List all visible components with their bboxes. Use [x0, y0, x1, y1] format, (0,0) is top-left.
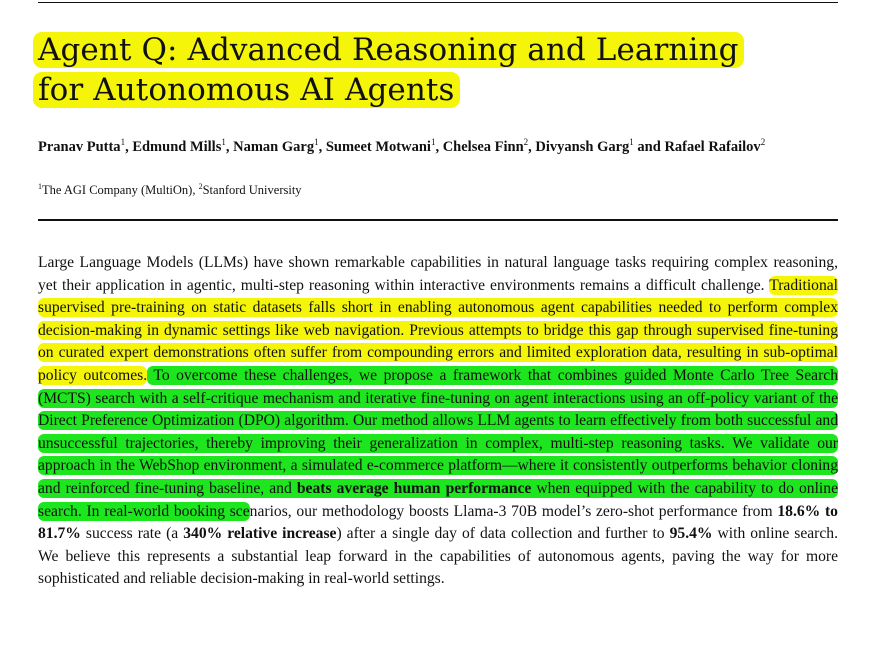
affiliation-mark: 1 [629, 137, 634, 147]
author-separator: , [528, 139, 536, 155]
section-rule [38, 219, 838, 221]
abstract-results-2: success rate (a [80, 525, 184, 543]
author-name: Rafael Rafailov [664, 139, 761, 155]
abstract-conclusion: with online search. We believe this represents a substantial leap forward in the capabilities of autonomous agents, paving the way for more sophisticated and reliable decision-making in real-world settings. [38, 525, 838, 588]
abstract-results: narios, our methodology boosts Llama-3 70B model’s zero-shot performance from [249, 502, 778, 520]
top-rule [38, 2, 838, 3]
author-separator: and [633, 139, 665, 155]
affiliation-mark: 2 [523, 137, 529, 147]
bold-final-score: 95.4% [669, 525, 713, 543]
author-name: Naman Garg [233, 139, 315, 155]
abstract-online-search: when equipped with the capability to do online search. In real-world booking sce [38, 479, 838, 520]
highlight-yellow-passage: Traditional supervised pre-training on static datasets falls short in enabling autonomous agent capabilities needed to perform complex decision-making in dynamic settings like web navigation. Previous attempts to bridge this gap through supervised fine-tuning on curated expert demonstrations often suffer from compounding errors and limited exploration data, resulting in sub-optimal policy outcomes. [38, 276, 838, 384]
abstract [38, 252, 838, 591]
title-line-2: for Autonomous AI Agents [33, 72, 460, 108]
affiliation-mark: 1 [430, 137, 436, 147]
abstract-results-3: ) after a single day of data collection and further to [336, 525, 670, 543]
author-name: Pranav Putta [38, 139, 121, 155]
abstract-intro: Large Language Models (LLMs) have shown remarkable capabilities in natural language tasks requiring complex reasoning, yet their application in agentic, multi-step reasoning within interactive environments remains a difficult challenge. [38, 254, 838, 294]
affiliation-mark: 2 [198, 182, 203, 191]
affiliation-mark: 1 [120, 137, 126, 147]
affiliation-mark: 1 [221, 137, 226, 147]
paper-title [38, 30, 838, 110]
bold-claim: beats average human performance [296, 479, 532, 497]
affiliation-mark: 1 [38, 182, 42, 191]
highlight-green-passage [38, 366, 838, 521]
author-separator: , [125, 139, 133, 155]
title-line-1: Agent Q: Advanced Reasoning and Learning [33, 32, 744, 68]
affiliation-mark: 1 [314, 137, 319, 147]
abstract-method: To overcome these challenges, we propose a framework that combines guided Monte Carlo Tree Search (MCTS) search with a self-critique mechanism and iterative fine-tuning on agent interactions using an off-policy variant of the Direct Preference Optimization (DPO) algorithm. Our method allows LLM agents to learn effectively from both successful and unsuccessful trajectories, thereby improving their generalization in complex, multi-step reasoning tasks. We validate our approach in the WebShop environment, a simulated e-commerce platform—where it consistently outperforms behavior cloning and reinforced fine-tuning baseline, and [38, 366, 838, 497]
author-name: Sumeet Motwani [325, 139, 431, 155]
author-name: Edmund Mills [132, 139, 222, 155]
author-separator: , [435, 139, 443, 155]
author-name: Divyansh Garg [535, 139, 630, 155]
author-name: Chelsea Finn [442, 139, 524, 155]
bold-score-range: 18.6% to 81.7% [38, 502, 838, 543]
author-list [38, 137, 838, 158]
affiliation-2: Stanford University [202, 183, 302, 197]
affiliation-mark: 2 [760, 137, 766, 147]
author-separator: , [225, 139, 234, 155]
author-separator: , [318, 139, 326, 155]
bold-relative-increase: 340% relative increase [183, 525, 337, 543]
affiliations [38, 182, 302, 198]
affiliation-1: The AGI Company (MultiOn), [42, 183, 199, 197]
